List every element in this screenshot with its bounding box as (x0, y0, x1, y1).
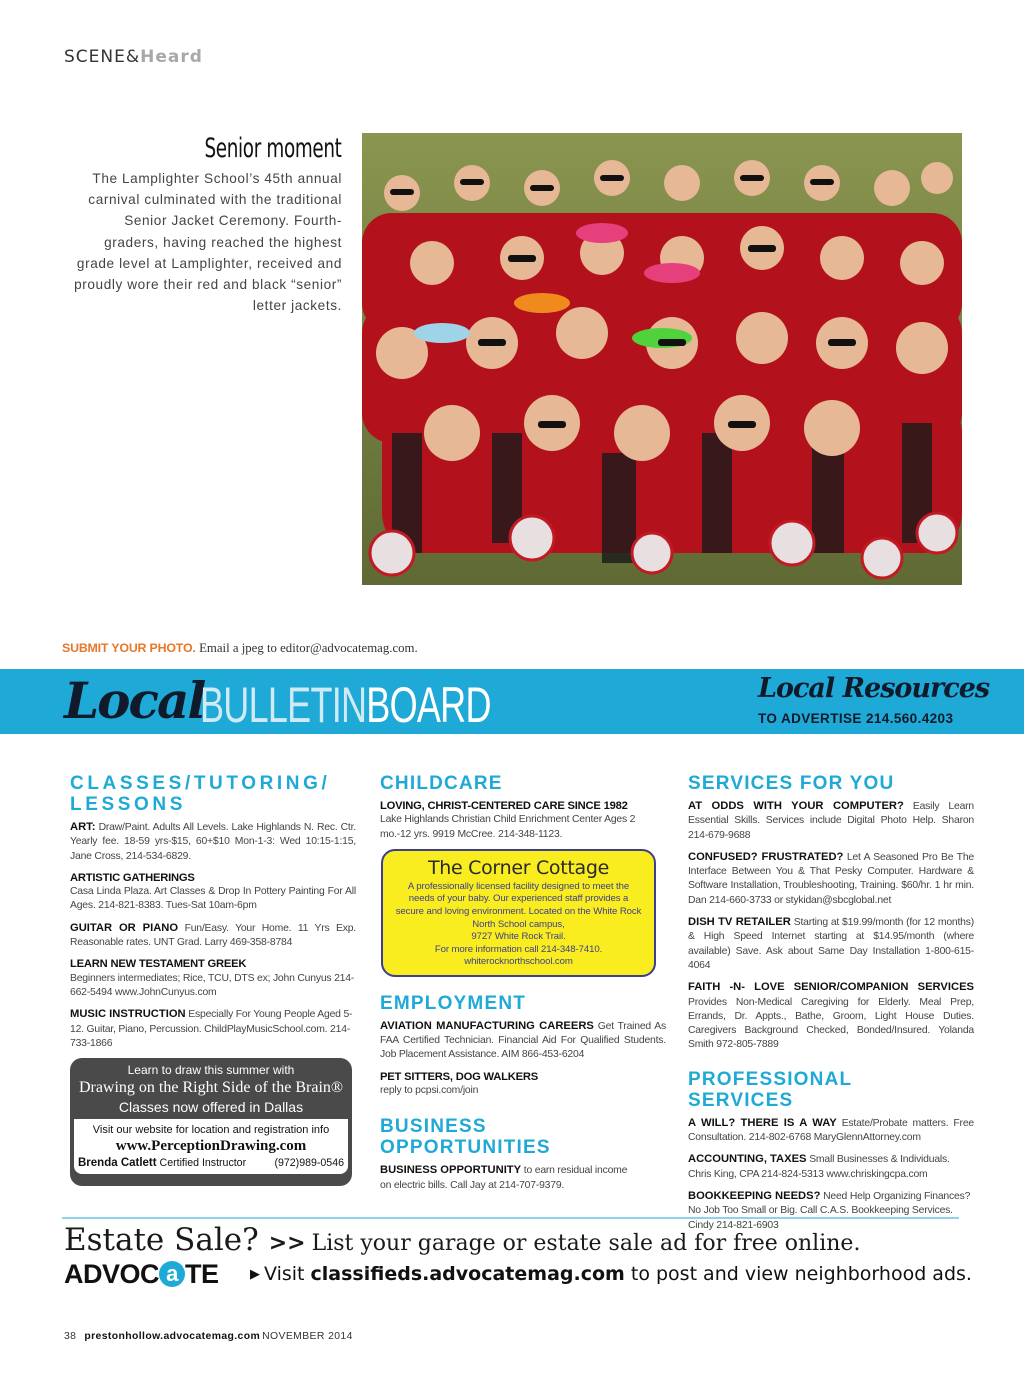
listing (70, 871, 356, 914)
submit-photo-label: SUBMIT YOUR PHOTO. (62, 641, 196, 655)
listing-body: Especially For Young People Aged 5-12. Guitar, Piano, Percussion. ChildPlayMusicSchool.com. 214-733-1866 (70, 1009, 353, 1049)
visit-post: to post and view neighborhood ads. (624, 1263, 972, 1285)
play-arrow-icon: ▶ (250, 1267, 260, 1282)
listing (688, 915, 974, 973)
section-heading-business: BUSINESS OPPORTUNITIES (380, 1116, 551, 1159)
section-heading-services: SERVICES FOR YOU (688, 773, 895, 794)
listing (380, 1163, 630, 1193)
column-childcare (380, 773, 666, 1200)
listing-title: ACCOUNTING, TAXES (688, 1153, 807, 1166)
advocate-logo (64, 1259, 219, 1290)
listing-title: MUSIC INSTRUCTION (70, 1008, 186, 1021)
section-heading-classes: CLASSES/TUTORING/ LESSONS (70, 773, 331, 815)
logo-part: ADVOC (64, 1259, 160, 1289)
ad-info-box (74, 1119, 348, 1174)
listing-title: ART: (70, 821, 96, 833)
listing-body: Lake Highlands Christian Child Enrichment Center Ages 2 mo.-12 yrs. 9919 McCree. 214-348-1123. (380, 814, 636, 840)
listing-title: FAITH -N- LOVE SENIOR/COMPANION SERVICES (688, 981, 974, 994)
ad-line: 9727 White Rock Trail. (471, 931, 566, 943)
section-heading-childcare: CHILDCARE (380, 773, 503, 794)
listing-title: AVIATION MANUFACTURING CAREERS (380, 1019, 594, 1032)
ad-website[interactable]: www.PerceptionDrawing.com (115, 1138, 307, 1155)
section-header-scene: SCENE& (64, 47, 141, 67)
ad-line: Visit our website for location and registration info (92, 1124, 330, 1137)
ad-instructor-role: Certified Instructor (156, 1157, 247, 1170)
listing-title: AT ODDS WITH YOUR COMPUTER? (688, 800, 904, 812)
ad-line: For more information call 214-348-7410. (434, 943, 603, 955)
listing-body: Casa Linda Plaza. Art Classes & Drop In Pottery Painting For All Ages. 214-821-8383. Tues-Sat 10am-6pm (70, 886, 356, 912)
listing (688, 980, 974, 1052)
ad-phone: (972)989-0546 (274, 1157, 344, 1170)
banner-local: Local (64, 671, 205, 730)
section-header (64, 47, 203, 67)
listing (380, 799, 666, 842)
listing (70, 921, 356, 951)
listing-body: Beginners intermediates; Rice, TCU, DTS ex; John Cunyus 214-662-5494 www.JohnCunyus.com (70, 972, 355, 998)
listing-title: LOVING, CHRIST-CENTERED CARE SINCE 1982 (380, 800, 628, 812)
listing-body: Need Help Organizing Finances? No Job Too Small or Big. Call C.A.S. Bookkeeping Services. Cindy 214-821-6903 (688, 1190, 971, 1231)
banner-board: BOARD (366, 677, 491, 733)
page-footer (64, 1331, 353, 1342)
listing (70, 820, 356, 864)
listing (380, 1019, 666, 1063)
listing-body: Starting at $19.99/month (for 12 months) & High Speed Internet starting at $14.95/month (where available) Save. Ask about Same Day Installation 1-800-615-4064 (688, 917, 974, 971)
visit-pre: Visit (264, 1263, 311, 1285)
column-services (688, 773, 974, 1240)
estate-sale-text: List your garage or estate sale ad for free online. (311, 1231, 861, 1256)
listing-body: Estate/Probate matters. Free Consultation. 214-802-6768 MaryGlennAttorney.com (688, 1117, 974, 1144)
page-number: 38 (64, 1331, 77, 1342)
listing-title: PET SITTERS, DOG WALKERS (380, 1070, 539, 1083)
logo-a-mark: a (159, 1261, 185, 1287)
divider (62, 1217, 959, 1219)
ad-contact (78, 1155, 344, 1171)
listing-body: reply to pcpsi.com/join (380, 1085, 479, 1097)
section-heading-employment: EMPLOYMENT (380, 992, 527, 1014)
article-caption: The Lamplighter School’s 45th annual carnival culminated with the traditional Senior Jacket Ceremony. Fourth-graders, having reached the highest grade level at Lamplighter, received and proudly wore their red and black “senior” letter jackets. (74, 171, 342, 314)
banner-local-resources: Local Resources (758, 673, 990, 704)
footer-issue: NOVEMBER 2014 (262, 1331, 353, 1342)
listing-body: Small Businesses & Individuals. Chris King, CPA 214-824-5313 www.chriskingcpa.com (688, 1154, 950, 1180)
listing (70, 957, 356, 1000)
listing-title: ARTISTIC GATHERINGS (70, 871, 195, 884)
listing-body: Get Trained As FAA Certified Technician. Financial Aid For Qualified Students. Job Placement Assistance. AIM 866-453-6204 (380, 1020, 666, 1061)
banner-bulletin-board (200, 676, 491, 734)
footer-site[interactable]: prestonhollow.advocatemag.com (84, 1331, 261, 1342)
listing-title: GUITAR OR PIANO (70, 921, 179, 934)
ad-title: The Corner Cottage (427, 856, 610, 879)
listing-body: Let A Seasoned Pro Be The Interface Between You & That Pesky Computer. Hardware & Software Installation, Troubleshooting, Training. $60/hr. 1 hr min. Dan 214-660-3733 or stykidan@sbcglobal.net (688, 851, 974, 906)
ad-line: Drawing on the Right Side of the Brain® (78, 1079, 344, 1097)
section-header-heard: Heard (140, 47, 203, 67)
banner-advertise: TO ADVERTISE 214.560.4203 (758, 711, 954, 726)
corner-cottage-ad[interactable] (381, 849, 656, 977)
listing-body: to earn residual income on electric bills. Call Jay at 214-707-9379. (380, 1165, 628, 1191)
listing-body: Draw/Paint. Adults All Levels. Lake Highlands N. Rec. Ctr. Yearly fee. 18-59 yrs-$15, 60+$10 Mon-1-3: Wed 10:15-1:15, Jane Cross, 214-534-6829. (70, 822, 356, 862)
listing-title: BUSINESS OPPORTUNITY (380, 1164, 522, 1177)
section-heading-professional: PROFESSIONAL SERVICES (688, 1068, 852, 1111)
listing-title: LEARN NEW TESTAMENT GREEK (70, 958, 247, 971)
column-classes (70, 773, 356, 1186)
listing (688, 1152, 974, 1182)
article-title: Senior moment (203, 133, 341, 164)
listing-title: DISH TV RETAILER (688, 916, 791, 929)
ad-instructor-name: Brenda Catlett (78, 1157, 157, 1170)
listing (688, 1116, 974, 1146)
estate-sale-title: Estate Sale? (64, 1222, 259, 1258)
listing-body: Easily Learn Essential Skills. Services include Digital Photo Help. Sharon 214-679-9688 (688, 801, 975, 841)
ad-line: Classes now offered in Dallas (118, 1099, 304, 1116)
group-photo-illustration (362, 133, 962, 585)
ad-line: Learn to draw this summer with (127, 1063, 295, 1078)
listing-title: A WILL? THERE IS A WAY (688, 1116, 837, 1129)
submit-photo-text[interactable]: Email a jpeg to editor@advocatemag.com. (199, 641, 418, 655)
bulletin-banner (0, 669, 1024, 734)
estate-sale-line (64, 1222, 860, 1258)
perception-drawing-ad[interactable] (70, 1058, 352, 1186)
classifieds-link[interactable]: classifieds.advocatemag.com (310, 1263, 625, 1285)
visit-line (250, 1263, 972, 1285)
listing (70, 1007, 356, 1051)
ad-website[interactable]: whiterocknorthschool.com (464, 956, 573, 968)
group-photo (362, 133, 962, 585)
listing-title: CONFUSED? FRUSTRATED? (688, 850, 844, 863)
listing (688, 850, 974, 908)
listing-body: Provides Non-Medical Caregiving for Elderly. Meal Prep, Errands, Dr. Appts., Bathe, Groom, Light House Duties. Caregivers Background Checked, Bonded/Insured. Yolanda Smith 972-805-7889 (688, 996, 974, 1051)
listing-title: BOOKKEEPING NEEDS? (688, 1189, 821, 1202)
logo-part: TE (185, 1259, 219, 1289)
ad-line: A professionally licensed facility designed to meet the needs of your baby. Our experienced staff provides a secure and loving environment. Located on the White Rock North School campus, (395, 880, 642, 930)
double-arrow-icon: >> (268, 1231, 306, 1256)
banner-bulletin: BULLETIN (200, 677, 367, 733)
listing-body: Fun/Easy. Your Home. 11 Yrs Exp. Reasonable rates. UNT Grad. Larry 469-358-8784 (70, 922, 356, 949)
listing (380, 1070, 666, 1099)
submit-photo-note (62, 641, 418, 656)
listing (688, 799, 974, 843)
